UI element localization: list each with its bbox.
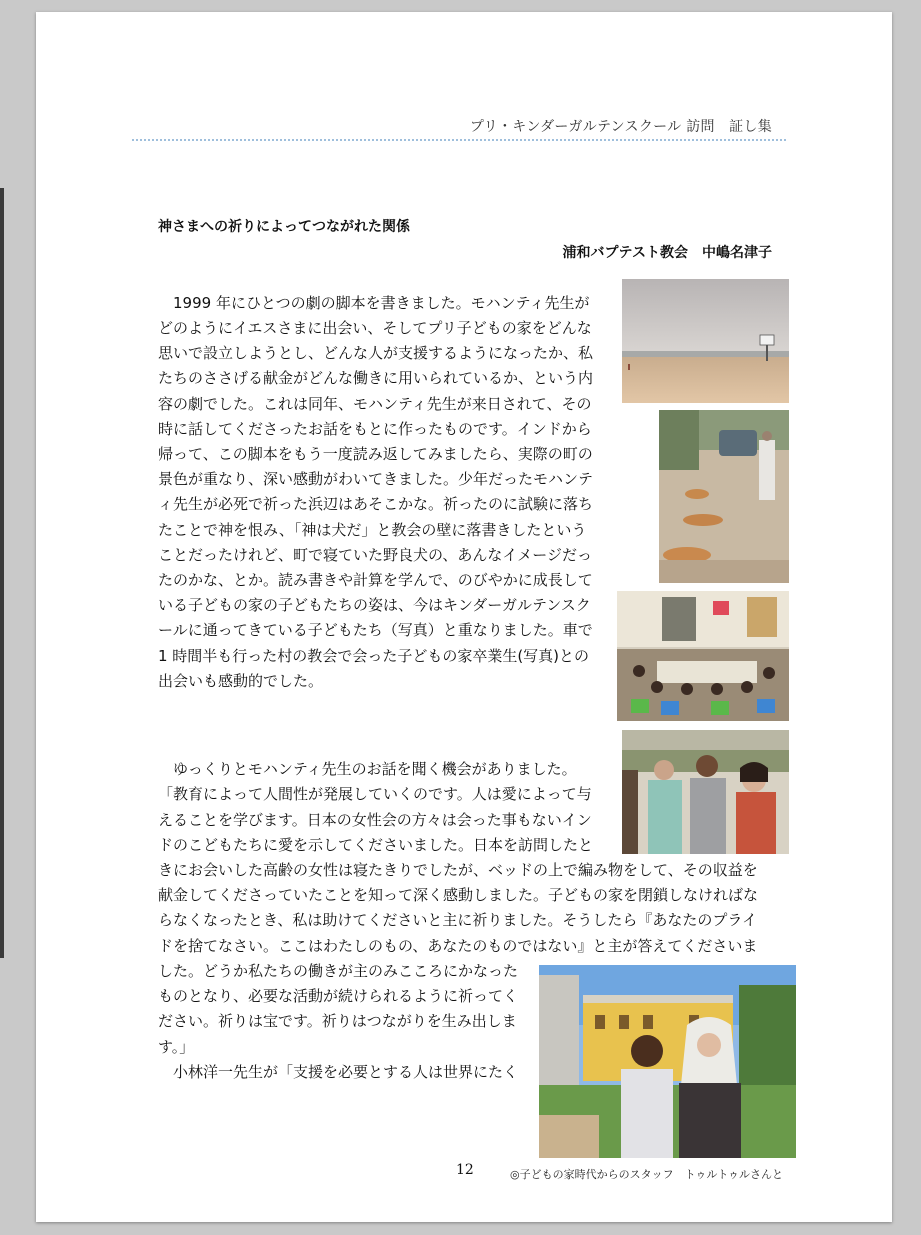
- staff-portrait-photo: [539, 965, 796, 1158]
- group-photo: [622, 730, 789, 854]
- window-edge: [0, 188, 4, 958]
- text-line: えることを学びます。日本の女性会の方々は会った事もないイン: [158, 811, 592, 829]
- text-line: 「教育によって人間性が発展していくのです。人は愛によって与: [158, 785, 592, 803]
- text-line: 出会いも感動的でした。: [158, 672, 324, 690]
- text-line: たのかな、とか。読み書きや計算を学んで、のびやかに成長して: [158, 571, 593, 589]
- text-line: たちのささげる献金がどんな働きに用いられているか、という内: [158, 369, 594, 387]
- beach-photo: [622, 279, 789, 403]
- text-line: ことだったけれど、町で寝ていた野良犬の、あんなイメージだっ: [158, 546, 592, 564]
- text-line: どのようにイエスさまに出会い、そしてプリ子どもの家をどんな: [158, 319, 592, 337]
- text-line: 1999 年にひとつの劇の脚本を書きました。モハンティ先生が: [158, 294, 590, 312]
- text-line: ドを捨てなさい。ここはわたしのもの、あなたのものではない』と主が答えてくださいま: [158, 937, 758, 955]
- text-line: 帰って、この脚本をもう一度読み返してみましたら、実際の町の: [158, 445, 593, 463]
- text-line: ールに通ってきている子どもたち（写真）と重なりました。車で: [158, 621, 593, 639]
- text-line: 献金してくださっていたことを知って深く感動しました。子どもの家を閉鎖しなければな: [158, 886, 759, 904]
- running-header: プリ・キンダーガルテンスクール 訪問 証し集: [469, 119, 772, 135]
- text-line: いる子どもの家の子どもたちの姿は、今はキンダーガルテンスク: [158, 596, 591, 614]
- text-line: 景色が重なり、深い感動がわいてきました。少年だったモハンテ: [158, 470, 594, 488]
- text-line: 小林洋一先生が「支援を必要とする人は世界にたく: [158, 1063, 519, 1081]
- photo-caption: ◎子どもの家時代からのスタッフ トゥルトゥルさんと: [510, 1168, 784, 1181]
- street-dogs-photo: [659, 410, 789, 583]
- text-line: ィ先生が必死で祈った浜辺はあそこかな。祈ったのに試験に落ち: [158, 495, 594, 513]
- text-line: ださい。祈りは宝です。祈りはつながりを生み出しま: [158, 1012, 517, 1030]
- text-line: たことで神を恨み、「神は犬だ」と教会の壁に落書きしたという: [158, 521, 587, 539]
- text-line: 1 時間半も行った村の教会で会った子どもの家卒業生(写真)との: [158, 647, 590, 665]
- text-line: す。」: [158, 1038, 195, 1056]
- classroom-photo: [617, 591, 789, 721]
- article-title: 神さまへの祈りによってつながれた関係: [158, 219, 410, 235]
- text-line: きにお会いした高齢の女性は寝たきりでしたが、ベッドの上で編み物をして、その収益を: [158, 861, 758, 879]
- text-line: した。どうか私たちの働きが主のみこころにかなった: [158, 962, 519, 980]
- article-author: 浦和バプテスト教会 中嶋名津子: [562, 245, 772, 261]
- text-line: ものとなり、必要な活動が続けられるように祈ってく: [158, 987, 519, 1005]
- text-line: らなくなったとき、私は助けてくださいと主に祈りました。そうしたら『あなたのプライ: [158, 911, 757, 929]
- text-line: ゆっくりとモハンティ先生のお話を聞く機会がありました。: [158, 760, 577, 778]
- text-line: 容の劇でした。これは同年、モハンティ先生が来日されて、その: [158, 395, 592, 413]
- text-line: 思いで設立しようとし、どんな人が支援するようになったか、私: [158, 344, 594, 362]
- document-page: [36, 12, 892, 1222]
- page-number: 12: [456, 1162, 474, 1178]
- header-divider: [132, 139, 786, 141]
- text-line: ドのこどもたちに愛を示してくださいました。日本を訪問したと: [158, 836, 594, 854]
- text-line: 時に話してくださったお話をもとに作ったものです。インドから: [158, 420, 592, 438]
